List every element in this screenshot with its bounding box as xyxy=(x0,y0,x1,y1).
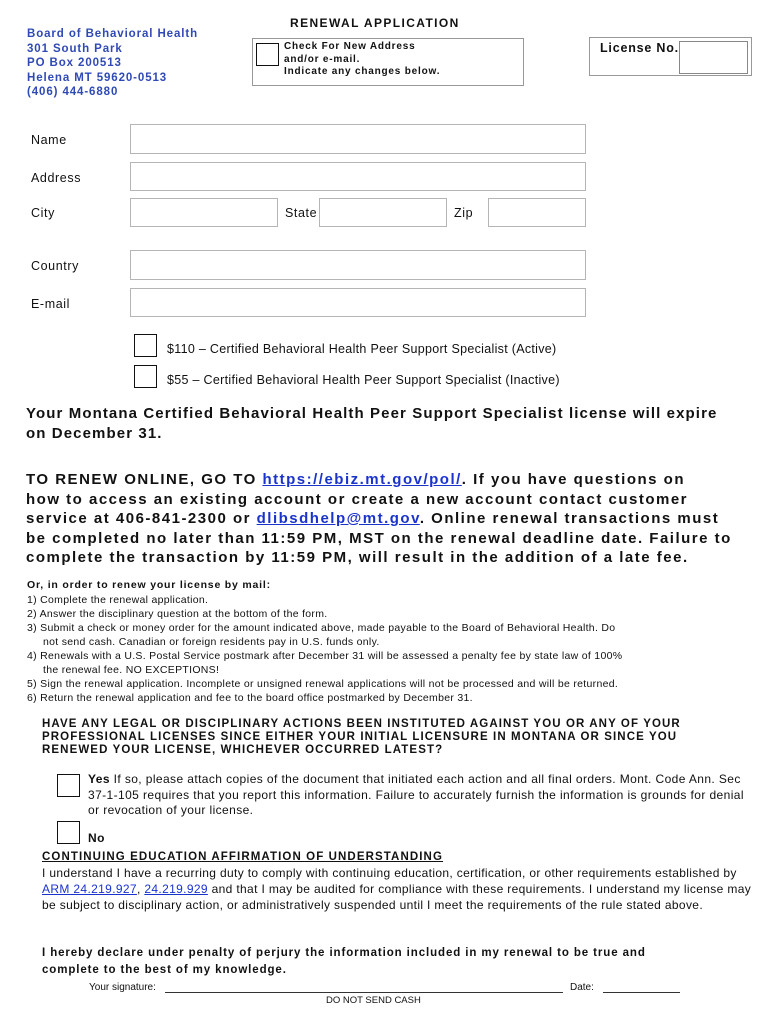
ce-text-after: and that I may be audited for compliance with these requirements. I understand my license may be subject to disciplinary action, or administratively suspended until I meet the requirements of the rule stated above. xyxy=(42,881,752,912)
note-line: and/or e-mail. xyxy=(284,53,361,65)
declaration-line: I hereby declare under penalty of perjury the information included in my renewal to be true and xyxy=(42,947,646,959)
address-change-checkbox[interactable] xyxy=(256,43,279,66)
fee-active-label: $110 – Certified Behavioral Health Peer Support Specialist (Active) xyxy=(167,342,557,356)
license-number-field[interactable] xyxy=(679,41,748,74)
legal-no-checkbox[interactable] xyxy=(57,821,80,844)
board-address xyxy=(27,27,198,100)
arm-927-link[interactable]: ARM 24.219.927 xyxy=(42,881,137,896)
address-line: Helena MT 59620-0513 xyxy=(27,71,168,84)
ce-text xyxy=(42,866,762,913)
name-label: Name xyxy=(31,133,67,147)
form-title: RENEWAL APPLICATION xyxy=(290,16,460,30)
city-field[interactable] xyxy=(130,198,278,227)
zip-label: Zip xyxy=(454,206,474,220)
no-label: No xyxy=(88,831,105,845)
state-label: State xyxy=(285,206,318,220)
help-email-link[interactable]: dlibsdhelp@mt.gov xyxy=(256,510,420,527)
country-label: Country xyxy=(31,259,79,273)
note-line: Indicate any changes below. xyxy=(284,66,441,77)
renew-line3-prefix: service at 406-841-2300 or xyxy=(26,510,257,527)
legal-yes-text xyxy=(88,772,748,819)
legal-line: PROFESSIONAL LICENSES SINCE EITHER YOUR INITIAL LICENSURE IN MONTANA OR SINCE YOU xyxy=(42,731,678,743)
expiration-notice: Your Montana Certified Behavioral Health Peer Support Specialist license will expire on December 31. xyxy=(26,405,718,442)
address-line: PO Box 200513 xyxy=(27,57,122,69)
renew-line: how to access an existing account or create a new account contact customer xyxy=(26,490,689,508)
legal-yes-checkbox[interactable] xyxy=(57,774,80,797)
email-label: E-mail xyxy=(31,297,71,311)
legal-line: RENEWED YOUR LICENSE, WHICHEVER OCCURRED LATEST? xyxy=(42,744,444,756)
address-field[interactable] xyxy=(130,162,586,191)
legal-line: HAVE ANY LEGAL OR DISCIPLINARY ACTIONS BEEN INSTITUTED AGAINST YOU OR ANY OF YOUR xyxy=(42,718,681,730)
yes-explanation: If so, please attach copies of the document that initiated each action and all final orders. Mont. Code Ann. Sec 37-1-105 requires that you report this information. Failure to accurately furnish the information is grounds for denial or revocation of your license. xyxy=(88,772,744,817)
ce-sep: , xyxy=(136,881,145,896)
renew-line: be completed no later than 11:59 PM, MST on the renewal deadline date. Failure to xyxy=(26,529,732,547)
online-renewal-instructions xyxy=(26,470,732,568)
signature-label: Your signature: xyxy=(89,982,156,993)
mail-step: 4) Renewals with a U.S. Postal Service postmark after December 31 will be assessed a penalty fee by state law of 100% xyxy=(27,650,623,662)
city-label: City xyxy=(31,206,55,220)
signature-line[interactable] xyxy=(165,992,563,993)
yes-label: Yes xyxy=(88,772,110,786)
address-line: Board of Behavioral Health xyxy=(27,28,199,40)
mail-step: 3) Submit a check or money order for the amount indicated above, made payable to the Board of Behavioral Health. Do xyxy=(27,622,616,634)
declaration xyxy=(42,945,646,979)
ce-text-before: I understand I have a recurring duty to comply with continuing education, certification, or other requirements established by xyxy=(42,866,737,880)
name-field[interactable] xyxy=(130,124,586,154)
address-change-note xyxy=(284,41,440,79)
email-field[interactable] xyxy=(130,288,586,317)
mail-step: 1) Complete the renewal application. xyxy=(27,594,209,606)
legal-question xyxy=(42,718,681,757)
note-line: Check For New Address xyxy=(284,41,416,52)
date-line[interactable] xyxy=(603,992,680,993)
ce-heading: CONTINUING EDUCATION AFFIRMATION OF UNDERSTANDING xyxy=(42,851,444,863)
mail-step-continued: the renewal fee. NO EXCEPTIONS! xyxy=(43,664,220,676)
arm-929-link[interactable]: 24.219.929 xyxy=(144,881,208,896)
address-line: (406) 444-6880 xyxy=(27,86,119,98)
state-field[interactable] xyxy=(319,198,447,227)
mail-step: 6) Return the renewal application and fee to the board office postmarked by December 31. xyxy=(27,692,473,704)
declaration-line: complete to the best of my knowledge. xyxy=(42,964,287,976)
fee-active-checkbox[interactable] xyxy=(134,334,157,357)
renew-prefix: TO RENEW ONLINE, GO TO xyxy=(26,471,263,488)
renew-line3-suffix: . Online renewal transactions must xyxy=(419,510,720,527)
mail-heading: Or, in order to renew your license by mail: xyxy=(27,579,271,591)
mail-step-continued: not send cash. Canadian or foreign residents pay in U.S. funds only. xyxy=(43,636,380,648)
country-field[interactable] xyxy=(130,250,586,280)
license-number-label: License No. xyxy=(600,41,679,55)
renew-line: complete the transaction by 11:59 PM, will result in the addition of a late fee. xyxy=(26,549,689,566)
date-label: Date: xyxy=(570,982,594,993)
mail-steps xyxy=(27,593,622,705)
mail-step: 2) Answer the disciplinary question at the bottom of the form. xyxy=(27,608,328,620)
zip-field[interactable] xyxy=(488,198,586,227)
address-label: Address xyxy=(31,171,82,185)
renew-line xyxy=(26,470,732,490)
fee-inactive-label: $55 – Certified Behavioral Health Peer Support Specialist (Inactive) xyxy=(167,373,560,387)
renew-line xyxy=(26,509,732,529)
ebiz-link[interactable]: https://ebiz.mt.gov/pol/ xyxy=(262,471,462,488)
mail-step: 5) Sign the renewal application. Incomplete or unsigned renewal applications will not be processed and will be returned. xyxy=(27,678,619,690)
renew-line1-suffix: . If you have questions on xyxy=(461,471,685,488)
address-line: 301 South Park xyxy=(27,42,123,55)
no-cash-footer: DO NOT SEND CASH xyxy=(326,995,421,1006)
fee-inactive-checkbox[interactable] xyxy=(134,365,157,388)
